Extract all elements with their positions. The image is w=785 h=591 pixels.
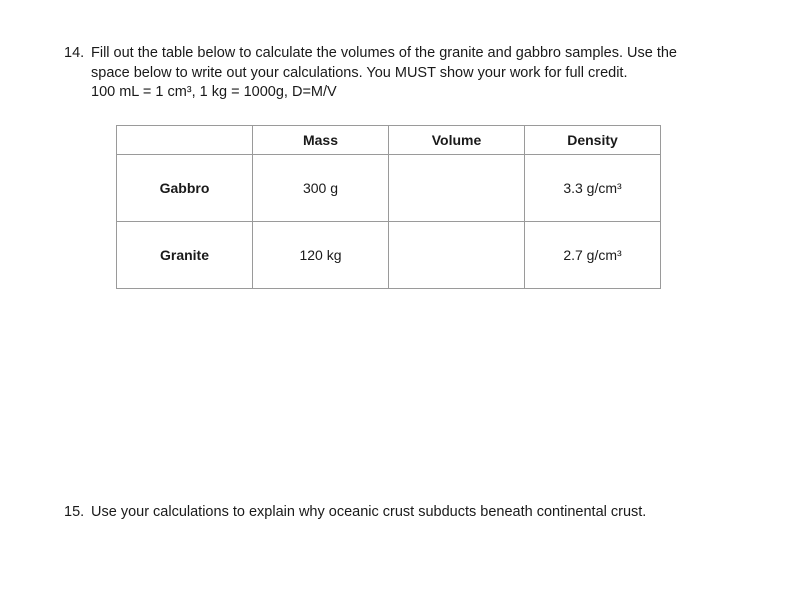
question-15-number: 15.	[64, 504, 85, 520]
question-14-text	[91, 44, 754, 103]
question-14-number: 14.	[64, 45, 85, 61]
header-mass: Mass	[253, 126, 389, 155]
gabbro-mass-cell: 300 g	[253, 155, 389, 222]
granite-volume-cell[interactable]	[389, 222, 525, 289]
granite-density-cell: 2.7 g/cm³	[525, 222, 661, 289]
question-15-text: Use your calculations to explain why oceanic crust subducts beneath continental crust.	[91, 504, 647, 520]
row-label-granite: Granite	[117, 222, 253, 289]
header-density: Density	[525, 126, 661, 155]
question-14-line-2: space below to write out your calculations. You MUST show your work for full credit.	[91, 64, 628, 81]
gabbro-volume-cell[interactable]	[389, 155, 525, 222]
row-label-gabbro: Gabbro	[117, 155, 253, 222]
granite-mass-cell: 120 kg	[253, 222, 389, 289]
rock-data-table	[116, 125, 661, 289]
question-14-line-1: Fill out the table below to calculate the volumes of the granite and gabbro samples. Use the	[91, 45, 677, 61]
table-row	[117, 155, 661, 222]
gabbro-density-cell: 3.3 g/cm³	[525, 155, 661, 222]
table-row	[117, 222, 661, 289]
header-blank	[117, 126, 253, 155]
header-volume: Volume	[389, 126, 525, 155]
table-header-row	[117, 126, 661, 155]
question-14	[64, 44, 754, 103]
question-15	[64, 503, 646, 523]
question-14-line-3: 100 mL = 1 cm³, 1 kg = 1000g, D=M/V	[91, 84, 337, 100]
